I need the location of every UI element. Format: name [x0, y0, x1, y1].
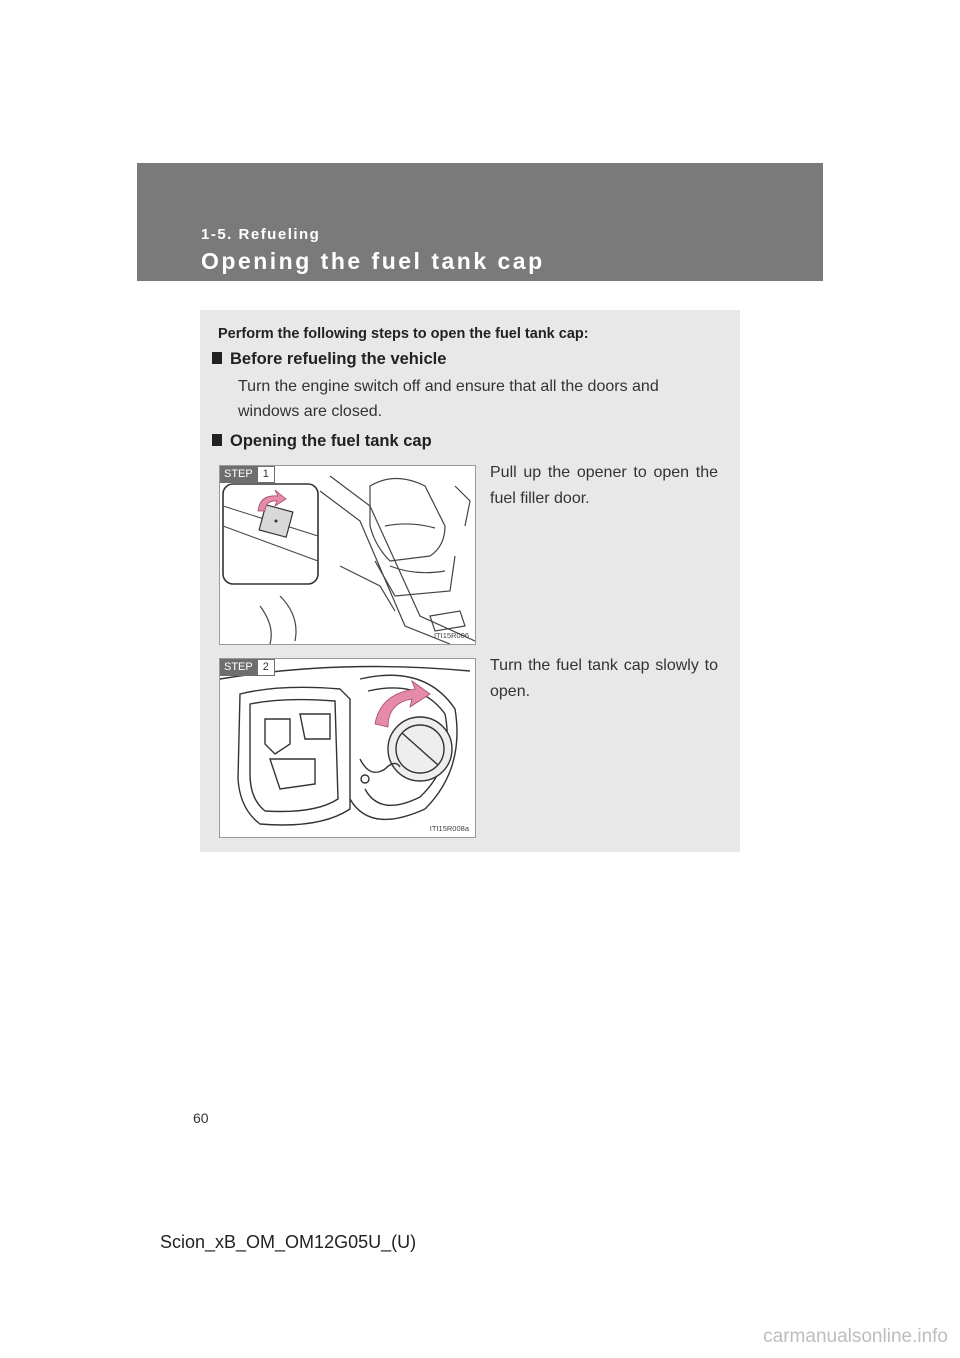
subheading-label: Opening the fuel tank cap [230, 432, 432, 450]
opener-inset [223, 484, 318, 584]
step-2-figure [219, 658, 476, 838]
subheading-label: Before refueling the vehicle [230, 350, 447, 368]
watermark: carmanualsonline.info [763, 1326, 948, 1347]
intro-text: Perform the following steps to open the fuel tank cap: [218, 326, 589, 342]
fuel-cap-illustration [220, 659, 475, 837]
subheading-opening-cap [212, 432, 432, 451]
step-badge [220, 466, 275, 483]
section-header [137, 163, 823, 281]
document-code: Scion_xB_OM_OM12G05U_(U) [160, 1232, 417, 1252]
step-1-text: Pull up the opener to open the fuel filler door. [490, 464, 718, 507]
section-label: 1-5. Refueling [201, 226, 321, 243]
content-panel [200, 310, 740, 852]
square-bullet-icon [212, 434, 222, 446]
step-badge-label: STEP [220, 466, 257, 483]
step-badge [220, 659, 275, 676]
step-badge-label: STEP [220, 659, 257, 676]
step-badge-number: 1 [257, 466, 275, 483]
figure-code: ITI15R006 [433, 631, 469, 640]
page-number: 60 [193, 1110, 209, 1126]
step-2-text: Turn the fuel tank cap slowly to open. [490, 657, 718, 700]
before-refueling-text: Turn the engine switch off and ensure that all the doors and windows are closed. [238, 378, 659, 420]
fuel-door-opener-illustration [220, 466, 475, 644]
page-title: Opening the fuel tank cap [201, 248, 545, 274]
step-badge-number: 2 [257, 659, 275, 676]
square-bullet-icon [212, 352, 222, 364]
figure-code: ITI15R008a [429, 824, 469, 833]
step-1-figure [219, 465, 476, 645]
subheading-before-refueling [212, 350, 446, 369]
